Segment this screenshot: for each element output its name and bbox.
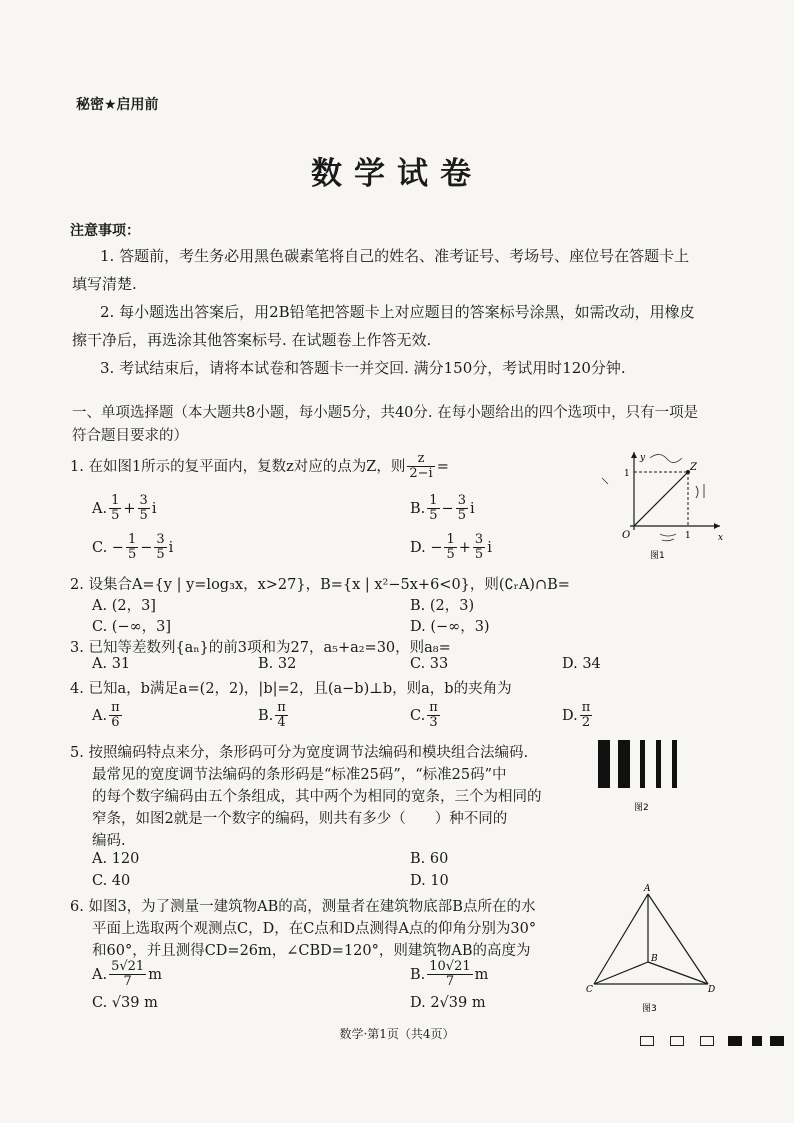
page-footer: 数学·第1页（共4页） — [339, 1027, 455, 1041]
figure-1-complex-plane — [600, 448, 730, 566]
q5-option-b: B. 60 — [410, 851, 449, 867]
q2-option-c: C. (−∞，3] — [92, 619, 172, 635]
fig3-caption: 图3 — [642, 1004, 657, 1014]
question-6-line: 和60°，并且测得CD=26m，∠CBD=120°，则建筑物AB的高度为 — [92, 943, 531, 959]
q2-option-a: A. (2，3] — [92, 598, 156, 614]
notice-item: 3. 考试结束后，请将本试卷和答题卡一并交回. 满分150分，考试用时120分钟. — [100, 359, 626, 377]
question-5-line: 最常见的宽度调节法编码的条形码是“标准25码”，“标准25码”中 — [92, 767, 507, 783]
q3-option-a: A. 31 — [92, 656, 131, 672]
q5-option-a: A. 120 — [92, 851, 140, 867]
q6-option-a: A. $\frac{5√21}{7}$ m — [92, 959, 162, 990]
q1-option-a: A. $\frac{1}{5}$ + $\frac{3}{5}$ i — [92, 493, 157, 524]
question-6-line: 6. 如图3，为了测量一建筑物AB的高，测量者在建筑物底部B点所在的水 — [70, 899, 536, 915]
figure-3-tetrahedron — [584, 880, 720, 1020]
fig1-y-one: 1 — [624, 469, 630, 479]
fig3-label-d: D — [708, 985, 716, 995]
barcode-narrow-bar — [656, 740, 661, 788]
notice-item: 擦干净后，再选涂其他答案标号. 在试题卷上作答无效. — [72, 331, 432, 349]
q3-option-b: B. 32 — [258, 656, 297, 672]
barcode-wide-bar — [598, 740, 610, 788]
figure-2-barcode — [596, 738, 692, 818]
question-4-stem: 4. 已知a，b满足a=(2，2)，|b|=2，且(a−b)⊥b，则a，b的夹角为 — [70, 681, 512, 697]
notice-item: 1. 答题前，考生务必用黑色碳素笔将自己的姓名、准考证号、考场号、座位号在答题卡上 — [100, 247, 690, 265]
q4-option-b: B. $\frac{\pi}{4}$ — [258, 700, 286, 731]
page-title: 数学试卷 — [311, 156, 483, 192]
question-6-line: 平面上选取两个观测点C，D，在C点和D点测得A点的仰角分别为30° — [92, 921, 537, 937]
barcode-narrow-bar — [672, 740, 677, 788]
barcode-wide-bar — [618, 740, 630, 788]
fig3-label-c: C — [586, 985, 593, 995]
fig1-x-label: x — [718, 533, 724, 543]
fig1-x-one: 1 — [685, 531, 691, 541]
q3-option-c: C. 33 — [410, 656, 449, 672]
notice-item: 填写清楚. — [72, 275, 137, 293]
question-1-stem: 1. 在如图1所示的复平面内，复数z对应的点为Z，则 $\frac{z}{2-i}$ = — [70, 451, 449, 482]
barcode-narrow-bar — [640, 740, 645, 788]
q2-option-b: B. (2，3) — [410, 598, 475, 614]
question-5-line: 的每个数字编码由五个条组成，其中两个为相同的宽条，三个为相同的 — [92, 789, 542, 805]
q4-option-d: D. $\frac{\pi}{2}$ — [562, 700, 591, 731]
q3-option-d: D. 34 — [562, 656, 601, 672]
q5-option-d: D. 10 — [410, 873, 449, 889]
fig1-caption: 图1 — [650, 551, 665, 561]
fig3-label-b: B — [651, 954, 658, 964]
q6-option-b: B. $\frac{10√21}{7}$ m — [410, 959, 489, 990]
question-3-stem: 3. 已知等差数列{aₙ}的前3项和为27，a₅+a₂=30，则a₈= — [70, 640, 451, 656]
fig1-origin-label: O — [622, 530, 631, 541]
section-heading: 一、单项选择题（本大题共8小题，每小题5分，共40分. 在每小题给出的四个选项中，只有一项是 — [72, 405, 699, 421]
q6-option-c: C. √39 m — [92, 995, 158, 1011]
q6-option-d: D. 2√39 m — [410, 995, 486, 1011]
fig2-caption: 图2 — [634, 803, 649, 813]
fig1-y-label: y — [640, 453, 646, 463]
notice-item: 2. 每小题选出答案后，用2B铅笔把答题卡上对应题目的答案标号涂黑，如需改动，用橡皮 — [100, 303, 695, 321]
question-5-line: 编码. — [92, 833, 126, 849]
fig3-label-a: A — [644, 884, 651, 894]
question-5-line: 窄条，如图2就是一个数字的编码，则共有多少（ ）种不同的 — [92, 811, 508, 827]
notice-heading: 注意事项： — [70, 223, 140, 239]
section-heading-cont: 符合题目要求的） — [72, 428, 188, 444]
fig1-z-label: Z — [690, 462, 697, 473]
q1-option-b: B. $\frac{1}{5}$ − $\frac{3}{5}$ i — [410, 493, 475, 524]
question-5-line: 5. 按照编码特点来分，条形码可分为宽度调节法编码和模块组合法编码. — [70, 745, 529, 761]
secret-mark: 秘密★启用前 — [76, 97, 159, 113]
q1-option-d: D. − $\frac{1}{5}$ + $\frac{3}{5}$ i — [410, 532, 492, 563]
q1-option-c: C. − $\frac{1}{5}$ − $\frac{3}{5}$ i — [92, 532, 174, 563]
q4-option-c: C. $\frac{\pi}{3}$ — [410, 700, 438, 731]
q2-option-d: D. (−∞，3) — [410, 619, 490, 635]
question-2-stem: 2. 设集合A={y | y=log₃x，x>27}，B={x | x²−5x+6<0}，则(∁ᵣA)∩B= — [70, 577, 570, 593]
q4-option-a: A. $\frac{\pi}{6}$ — [92, 700, 120, 731]
scan-marks — [640, 1036, 790, 1046]
q5-option-c: C. 40 — [92, 873, 131, 889]
